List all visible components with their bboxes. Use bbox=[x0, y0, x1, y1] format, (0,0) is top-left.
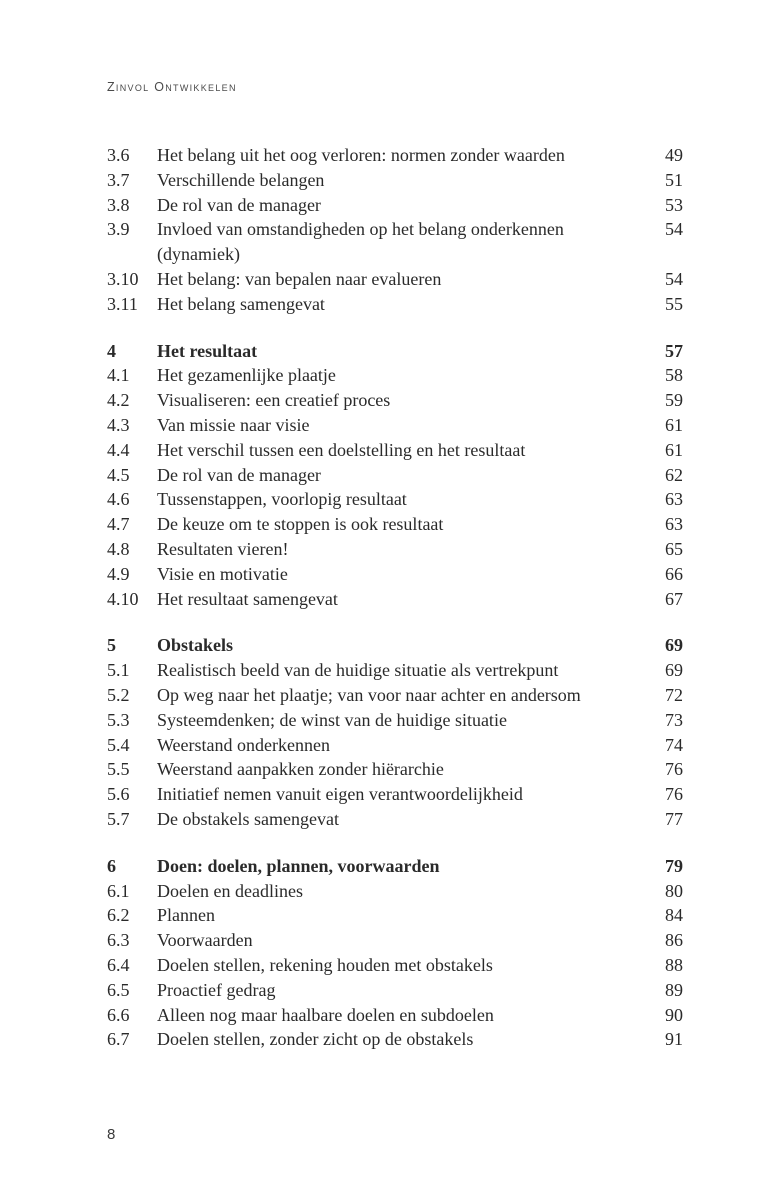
page-ref: 66 bbox=[665, 563, 683, 584]
page-ref: 61 bbox=[665, 414, 683, 435]
section-number: 3.11 bbox=[107, 293, 138, 314]
section-title: Realistisch beeld van de huidige situatie als vertrekpunt bbox=[157, 660, 559, 681]
section-number: 3.8 bbox=[107, 194, 130, 215]
section-number: 5.3 bbox=[107, 709, 130, 730]
page-ref: 61 bbox=[665, 439, 683, 460]
section-title: De rol van de manager bbox=[157, 194, 321, 215]
page-number: 8 bbox=[107, 1126, 116, 1143]
section-number: 6.4 bbox=[107, 954, 130, 975]
page-ref: 62 bbox=[665, 464, 683, 485]
toc-entry bbox=[107, 438, 683, 463]
page-ref: 89 bbox=[665, 979, 683, 1000]
page-ref: 63 bbox=[665, 489, 683, 510]
page-ref: 84 bbox=[665, 905, 683, 926]
page-ref: 65 bbox=[665, 538, 683, 559]
page-ref: 91 bbox=[665, 1029, 683, 1050]
table-of-contents bbox=[107, 143, 683, 1074]
page-ref: 79 bbox=[665, 855, 683, 876]
section-title: Doelen stellen, zonder zicht op de obstakels bbox=[157, 1029, 474, 1050]
section-title: Het verschil tussen een doelstelling en het resultaat bbox=[157, 439, 526, 460]
section-title: Doelen en deadlines bbox=[157, 880, 303, 901]
toc-entry bbox=[107, 757, 683, 782]
section-number: 3.7 bbox=[107, 169, 130, 190]
section-number: 4.5 bbox=[107, 464, 130, 485]
section-title: Het resultaat bbox=[157, 340, 258, 361]
section-number: 4.10 bbox=[107, 588, 139, 609]
toc-entry bbox=[107, 879, 683, 904]
section-number: 4 bbox=[107, 340, 116, 361]
section-number: 4.2 bbox=[107, 390, 130, 411]
section-number: 5.4 bbox=[107, 734, 130, 755]
chapter-heading bbox=[107, 339, 683, 364]
section-title: Het belang uit het oog verloren: normen zonder waarden bbox=[157, 145, 565, 165]
toc-entry bbox=[107, 463, 683, 488]
toc-entry bbox=[107, 928, 683, 953]
section-title: Weerstand onderkennen bbox=[157, 734, 330, 755]
section-title: Het belang samengevat bbox=[157, 293, 325, 314]
page-ref: 76 bbox=[665, 759, 683, 780]
section-title: Het resultaat samengevat bbox=[157, 588, 338, 609]
toc-entry bbox=[107, 512, 683, 537]
toc-chapter bbox=[107, 339, 683, 612]
toc-entry bbox=[107, 193, 683, 218]
page-ref: 54 bbox=[665, 219, 683, 240]
section-number: 3.10 bbox=[107, 268, 139, 289]
section-number: 5.5 bbox=[107, 759, 130, 780]
section-number: 5 bbox=[107, 635, 116, 656]
page-ref: 76 bbox=[665, 784, 683, 805]
section-title: Verschillende belangen bbox=[157, 169, 325, 190]
section-number: 4.8 bbox=[107, 538, 130, 559]
section-title: Obstakels bbox=[157, 635, 234, 656]
toc-entry bbox=[107, 782, 683, 807]
page-ref: 69 bbox=[665, 635, 683, 656]
section-number: 6 bbox=[107, 855, 116, 876]
page-ref: 80 bbox=[665, 880, 683, 901]
page-ref: 69 bbox=[665, 660, 683, 681]
section-number: 3.9 bbox=[107, 219, 130, 240]
page-ref: 54 bbox=[665, 268, 683, 289]
section-title: Alleen nog maar haalbare doelen en subdoelen bbox=[157, 1004, 494, 1025]
section-number: 5.7 bbox=[107, 808, 130, 829]
running-header: Zinvol Ontwikkelen bbox=[107, 80, 237, 94]
section-title: De obstakels samengevat bbox=[157, 808, 339, 829]
section-number: 3.6 bbox=[107, 145, 130, 165]
toc-entry bbox=[107, 683, 683, 708]
chapter-heading bbox=[107, 633, 683, 658]
section-number: 5.2 bbox=[107, 684, 130, 705]
chapter-heading bbox=[107, 854, 683, 879]
section-title: Proactief gedrag bbox=[157, 979, 276, 1000]
toc-entry bbox=[107, 708, 683, 733]
toc-entry bbox=[107, 587, 683, 612]
page-ref: 86 bbox=[665, 930, 683, 951]
toc-entry bbox=[107, 562, 683, 587]
toc-entry bbox=[107, 903, 683, 928]
page-ref: 57 bbox=[665, 340, 683, 361]
toc-entry bbox=[107, 292, 683, 317]
section-title: Resultaten vieren! bbox=[157, 538, 289, 559]
section-number: 4.6 bbox=[107, 489, 130, 510]
section-number: 6.5 bbox=[107, 979, 130, 1000]
section-number: 4.9 bbox=[107, 563, 130, 584]
toc-entry bbox=[107, 1003, 683, 1028]
section-title: Plannen bbox=[157, 905, 215, 926]
section-title: Invloed van omstandigheden op het belang onderkennen (dynamiek) bbox=[157, 219, 564, 265]
section-title: Op weg naar het plaatje; van voor naar achter en andersom bbox=[157, 684, 581, 705]
section-title: Voorwaarden bbox=[157, 930, 253, 951]
section-number: 6.6 bbox=[107, 1004, 130, 1025]
section-title: Doelen stellen, rekening houden met obstakels bbox=[157, 954, 493, 975]
page-ref: 88 bbox=[665, 954, 683, 975]
section-title: Weerstand aanpakken zonder hiërarchie bbox=[157, 759, 444, 780]
page-ref: 49 bbox=[665, 145, 683, 165]
section-title: Systeemdenken; de winst van de huidige situatie bbox=[157, 709, 507, 730]
toc-entry bbox=[107, 168, 683, 193]
section-number: 6.2 bbox=[107, 905, 130, 926]
section-number: 4.4 bbox=[107, 439, 130, 460]
section-title: De keuze om te stoppen is ook resultaat bbox=[157, 514, 444, 535]
page-ref: 59 bbox=[665, 390, 683, 411]
page-ref: 53 bbox=[665, 194, 683, 215]
page-ref: 72 bbox=[665, 684, 683, 705]
section-title: Het gezamenlijke plaatje bbox=[157, 365, 336, 386]
section-title: De rol van de manager bbox=[157, 464, 321, 485]
toc-entry bbox=[107, 413, 683, 438]
toc-entry bbox=[107, 807, 683, 832]
section-title: Het belang: van bepalen naar evalueren bbox=[157, 268, 442, 289]
page-ref: 90 bbox=[665, 1004, 683, 1025]
page-ref: 55 bbox=[665, 293, 683, 314]
section-title: Van missie naar visie bbox=[157, 414, 310, 435]
section-number: 4.3 bbox=[107, 414, 130, 435]
toc-entry bbox=[107, 363, 683, 388]
toc-entry bbox=[107, 537, 683, 562]
section-number: 5.6 bbox=[107, 784, 130, 805]
toc-chapter bbox=[107, 633, 683, 831]
toc-entry bbox=[107, 267, 683, 292]
section-title: Visie en motivatie bbox=[157, 563, 288, 584]
page-ref: 74 bbox=[665, 734, 683, 755]
toc-chapter bbox=[107, 143, 683, 317]
section-number: 5.1 bbox=[107, 660, 130, 681]
toc-entry bbox=[107, 487, 683, 512]
toc-entry bbox=[107, 217, 683, 267]
page-ref: 67 bbox=[665, 588, 683, 609]
page-ref: 73 bbox=[665, 709, 683, 730]
section-number: 6.7 bbox=[107, 1029, 130, 1050]
toc-entry bbox=[107, 1027, 683, 1052]
toc-entry bbox=[107, 733, 683, 758]
page-ref: 63 bbox=[665, 514, 683, 535]
section-title: Initiatief nemen vanuit eigen verantwoordelijkheid bbox=[157, 784, 523, 805]
toc-entry bbox=[107, 953, 683, 978]
toc-chapter bbox=[107, 854, 683, 1052]
toc-entry bbox=[107, 658, 683, 683]
section-title: Visualiseren: een creatief proces bbox=[157, 390, 391, 411]
page-ref: 77 bbox=[665, 808, 683, 829]
toc-entry bbox=[107, 388, 683, 413]
page-ref: 51 bbox=[665, 169, 683, 190]
section-title: Doen: doelen, plannen, voorwaarden bbox=[157, 855, 440, 876]
page-ref: 58 bbox=[665, 365, 683, 386]
section-number: 4.7 bbox=[107, 514, 130, 535]
toc-entry bbox=[107, 978, 683, 1003]
toc-entry bbox=[107, 143, 683, 168]
section-title: Tussenstappen, voorlopig resultaat bbox=[157, 489, 407, 510]
section-number: 4.1 bbox=[107, 365, 130, 386]
section-number: 6.1 bbox=[107, 880, 130, 901]
section-number: 6.3 bbox=[107, 930, 130, 951]
